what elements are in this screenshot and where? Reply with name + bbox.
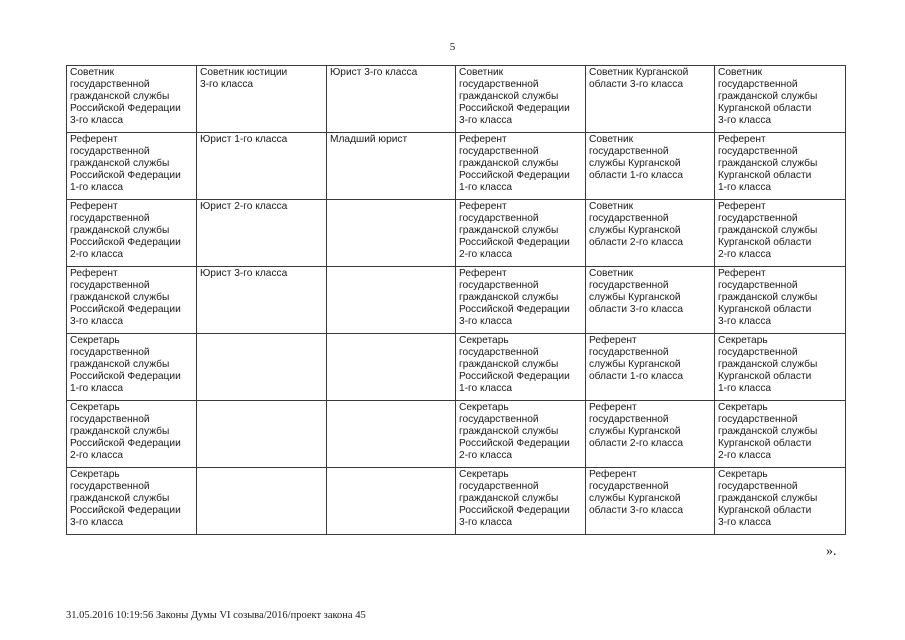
table-cell: Секретарь государственной гражданской службы Российской Федерации 2-го класса (456, 401, 586, 468)
table-cell: Юрист 2-го класса (197, 200, 327, 267)
table-cell (197, 401, 327, 468)
table-cell: Секретарь государственной гражданской службы Российской Федерации 3-го класса (67, 468, 197, 535)
table-cell: Советник государственной службы Курганской области 1-го класса (586, 133, 715, 200)
table-cell: Референт государственной гражданской службы Российской Федерации 1-го класса (456, 133, 586, 200)
table-cell: Референт государственной гражданской службы Российской Федерации 1-го класса (67, 133, 197, 200)
table-cell: Секретарь государственной гражданской службы Курганской области 2-го класса (715, 401, 846, 468)
table-cell: Секретарь государственной гражданской службы Курганской области 3-го класса (715, 468, 846, 535)
table-row (67, 401, 846, 468)
table-cell (327, 468, 456, 535)
table-cell: Референт государственной гражданской службы Курганской области 2-го класса (715, 200, 846, 267)
table-cell: Советник государственной гражданской службы Российской Федерации 3-го класса (67, 66, 197, 133)
table-cell: Секретарь государственной гражданской службы Российской Федерации 1-го класса (456, 334, 586, 401)
table-cell: Референт государственной гражданской службы Курганской области 1-го класса (715, 133, 846, 200)
table-cell (197, 334, 327, 401)
table-cell (327, 401, 456, 468)
class-rank-correspondence-table (66, 65, 846, 535)
table-cell: Референт государственной гражданской службы Российской Федерации 3-го класса (456, 267, 586, 334)
table-row (67, 66, 846, 133)
table-row (67, 200, 846, 267)
table-cell: Советник государственной гражданской службы Курганской области 3-го класса (715, 66, 846, 133)
table-cell: Секретарь государственной гражданской службы Российской Федерации 2-го класса (67, 401, 197, 468)
table-cell: Референт государственной гражданской службы Российской Федерации 2-го класса (67, 200, 197, 267)
table-cell: Советник государственной службы Курганской области 3-го класса (586, 267, 715, 334)
closing-quote-mark: ». (826, 544, 837, 559)
table-cell (197, 468, 327, 535)
table-cell: Советник государственной службы Курганской области 2-го класса (586, 200, 715, 267)
table-cell (327, 200, 456, 267)
table-cell: Секретарь государственной гражданской службы Российской Федерации 1-го класса (67, 334, 197, 401)
table-cell: Референт государственной службы Курганской области 3-го класса (586, 468, 715, 535)
table-cell: Советник государственной гражданской службы Российской Федерации 3-го класса (456, 66, 586, 133)
table-cell: Юрист 3-го класса (197, 267, 327, 334)
table-row (67, 267, 846, 334)
table-cell: Советник юстиции 3-го класса (197, 66, 327, 133)
table-row (67, 133, 846, 200)
table-cell: Референт государственной гражданской службы Российской Федерации 2-го класса (456, 200, 586, 267)
table-cell: Референт государственной службы Курганской области 2-го класса (586, 401, 715, 468)
table-cell: Референт государственной гражданской службы Курганской области 3-го класса (715, 267, 846, 334)
page-number: 5 (449, 41, 456, 53)
table-cell: Юрист 1-го класса (197, 133, 327, 200)
table-cell: Юрист 3-го класса (327, 66, 456, 133)
table-cell: Секретарь государственной гражданской службы Российской Федерации 3-го класса (456, 468, 586, 535)
table-row (67, 334, 846, 401)
table-cell (327, 267, 456, 334)
table-cell: Референт государственной службы Курганской области 1-го класса (586, 334, 715, 401)
table-cell: Младший юрист (327, 133, 456, 200)
table-cell: Советник Курганской области 3-го класса (586, 66, 715, 133)
table-cell: Секретарь государственной гражданской службы Курганской области 1-го класса (715, 334, 846, 401)
table-row (67, 468, 846, 535)
table-cell: Референт государственной гражданской службы Российской Федерации 3-го класса (67, 267, 197, 334)
document-footer: 31.05.2016 10:19:56 Законы Думы VI созыва/2016/проект закона 45 (66, 610, 366, 621)
table-cell (327, 334, 456, 401)
